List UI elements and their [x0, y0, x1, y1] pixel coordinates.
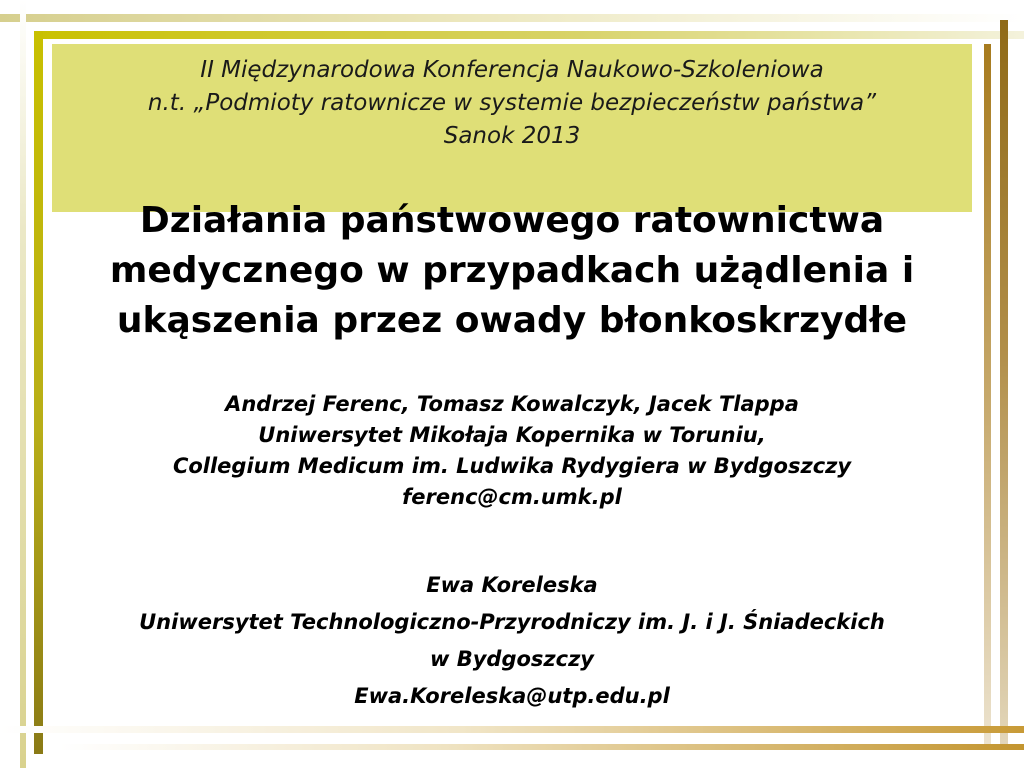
- slide-title-line-3: ukąszenia przez owady błonkoskrzydłe: [116, 300, 908, 341]
- conference-place-year: Sanok 2013: [443, 123, 581, 149]
- slide-title-line-1: Działania państwowego ratownictwa: [139, 200, 885, 241]
- top-decorative-bar: [0, 14, 1024, 22]
- authors-college: Collegium Medicum im. Ludwika Rydygiera w Bydgoszczy: [172, 454, 852, 478]
- bottom-decorative-bar: [0, 726, 1024, 733]
- left-decorative-bar: [20, 0, 26, 768]
- second-author-university: Uniwersytet Technologiczno-Przyrodniczy im. J. i J. Śniadeckich: [139, 610, 885, 634]
- second-author-email: Ewa.Koreleska@utp.edu.pl: [354, 684, 670, 708]
- second-author-name: Ewa Koreleska: [426, 573, 598, 597]
- authors-names: Andrzej Ferenc, Tomasz Kowalczyk, Jacek Tlappa: [225, 392, 799, 416]
- top-olive-bar: [34, 31, 1024, 39]
- conference-name: II Międzynarodowa Konferencja Naukowo-Szkoleniowa: [200, 57, 824, 83]
- authors-university: Uniwersytet Mikołaja Kopernika w Toruniu,: [258, 423, 766, 447]
- authors-email: ferenc@cm.umk.pl: [402, 485, 622, 509]
- right-gold-bar: [1000, 20, 1008, 748]
- slide-title-line-2: medycznego w przypadkach użądlenia i: [109, 250, 915, 291]
- bottom-gold-bar: [60, 744, 1024, 750]
- conference-theme: n.t. „Podmioty ratownicze w systemie bezpieczeństw państwa”: [147, 90, 877, 116]
- right-decorative-bar: [984, 44, 991, 744]
- second-author-city: w Bydgoszczy: [430, 647, 594, 671]
